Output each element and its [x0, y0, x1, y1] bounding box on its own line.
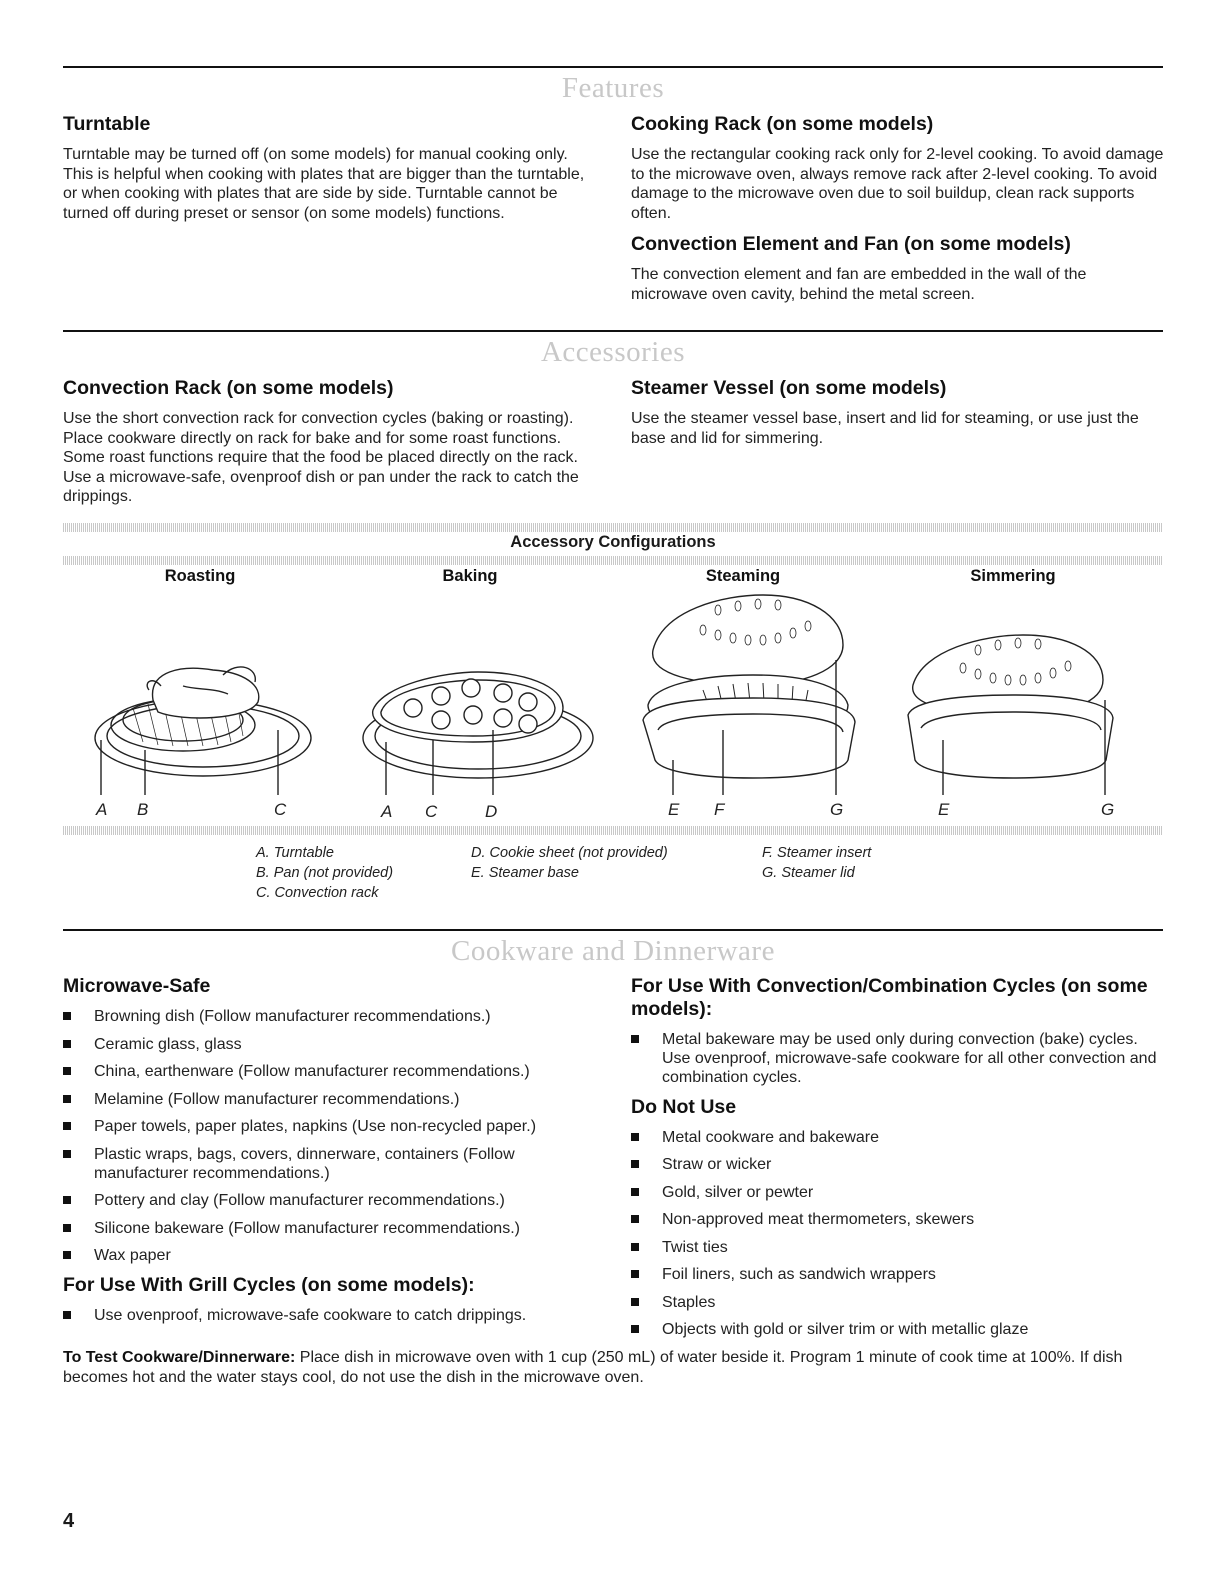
- list-item: Paper towels, paper plates, napkins (Use non-recycled paper.): [63, 1117, 593, 1136]
- grill-list: [63, 1306, 593, 1325]
- test-cookware-paragraph: [63, 1348, 1163, 1387]
- list-item: Pottery and clay (Follow manufacturer recommendations.): [63, 1191, 593, 1210]
- figure-letter-c: C: [274, 800, 287, 819]
- list-item: Foil liners, such as sandwich wrappers: [631, 1265, 1166, 1284]
- convection-rack-body: Use the short convection rack for convection cycles (baking or roasting). Place cookware directly on rack for bake and for some roast functions. Some roast functions require that the food be placed directly on the rack. Use a microwave-safe, ovenproof dish or pan under the rack to catch the drippings.: [63, 410, 579, 505]
- hatched-divider: [63, 556, 1163, 565]
- figure-letter-a: A: [96, 800, 108, 819]
- section-title-cookware: Cookware and Dinnerware: [451, 935, 775, 967]
- legend-item: E. Steamer base: [471, 865, 579, 881]
- figure-letter-f: F: [714, 800, 725, 819]
- figure-legend-col-3: [762, 843, 871, 883]
- convection-cycles-list: [631, 1030, 1166, 1087]
- section-rule: [63, 330, 1163, 332]
- hatched-divider: [63, 523, 1163, 532]
- list-item: Gold, silver or pewter: [631, 1183, 1166, 1202]
- page-number: 4: [63, 1510, 75, 1532]
- list-item: Silicone bakeware (Follow manufacturer recommendations.): [63, 1219, 593, 1238]
- simmering-illustration: [908, 635, 1113, 795]
- section-title-accessories: Accessories: [540, 336, 685, 368]
- figure-letter-b: B: [137, 800, 149, 819]
- figure-legend-col-1: [256, 843, 393, 903]
- legend-item: B. Pan (not provided): [256, 865, 394, 881]
- section-title-features: Features: [561, 72, 665, 104]
- legend-item: A. Turntable: [256, 845, 334, 861]
- microwave-safe-heading: Microwave-Safe: [63, 975, 211, 997]
- figure-letter-e: E: [938, 800, 950, 819]
- list-item: Wax paper: [63, 1246, 593, 1265]
- list-item: Metal cookware and bakeware: [631, 1128, 1166, 1147]
- convection-rack-heading: Convection Rack (on some models): [63, 377, 394, 399]
- section-rule: [63, 929, 1163, 931]
- section-rule: [63, 66, 1163, 68]
- figure-letter-c: C: [425, 802, 438, 821]
- list-item: Melamine (Follow manufacturer recommendations.): [63, 1090, 593, 1109]
- steamer-vessel-body: Use the steamer vessel base, insert and lid for steaming, or use just the base and lid for simmering.: [631, 410, 1139, 447]
- steamer-vessel-heading: Steamer Vessel (on some models): [631, 377, 947, 399]
- legend-item: F. Steamer insert: [762, 845, 872, 861]
- grill-heading: For Use With Grill Cycles (on some models):: [63, 1273, 475, 1296]
- steamer-vessel-section: [631, 377, 1166, 448]
- do-not-use-list: [631, 1128, 1166, 1340]
- list-item: Twist ties: [631, 1238, 1166, 1257]
- steaming-illustration: [643, 595, 855, 795]
- legend-item: D. Cookie sheet (not provided): [471, 845, 668, 861]
- configurations-title: Accessory Configurations: [510, 533, 716, 551]
- accessory-configurations-illustration: [63, 590, 1163, 805]
- convection-element-body: The convection element and fan are embedded in the wall of the microwave oven cavity, behind the metal screen.: [631, 266, 1087, 303]
- test-cookware-label: To Test Cookware/Dinnerware:: [63, 1349, 296, 1366]
- legend-item: C. Convection rack: [256, 885, 379, 901]
- figure-letter-a: A: [381, 802, 393, 821]
- list-item: Staples: [631, 1293, 1166, 1312]
- figure-letter-g: G: [830, 800, 844, 819]
- list-item: China, earthenware (Follow manufacturer recommendations.): [63, 1062, 593, 1081]
- list-item: Browning dish (Follow manufacturer recommendations.): [63, 1007, 593, 1026]
- figure-letter-e: E: [668, 800, 680, 819]
- list-item: Ceramic glass, glass: [63, 1035, 593, 1054]
- legend-item: G. Steamer lid: [762, 865, 855, 881]
- baking-illustration: [363, 672, 593, 795]
- cookware-right-column: [631, 975, 1166, 1348]
- figure-letter-d: D: [485, 802, 498, 821]
- roasting-illustration: [95, 667, 311, 795]
- turntable-section: [63, 113, 593, 223]
- config-label-roasting: Roasting: [164, 567, 236, 585]
- list-item: Non-approved meat thermometers, skewers: [631, 1210, 1166, 1229]
- do-not-use-heading: Do Not Use: [631, 1095, 737, 1118]
- turntable-body: Turntable may be turned off (on some models) for manual cooking only. This is helpful when cooking with plates that are bigger than the turntable, or when cooking with plates that are side by side. Turntable cannot be turned off during preset or sensor (on some models) functions.: [63, 146, 585, 222]
- hatched-divider: [63, 826, 1163, 835]
- test-cookware-body: Place dish in microwave oven with 1 cup (250 mL) of water beside it. Program 1 minute of cook time at 100%. If dish becomes hot and the water stays cool, do not use the dish in the microwave oven.: [63, 1349, 1123, 1386]
- list-item: Straw or wicker: [631, 1155, 1166, 1174]
- list-item: Plastic wraps, bags, covers, dinnerware, containers (Follow manufacturer recommendations.): [63, 1145, 593, 1183]
- config-label-steaming: Steaming: [705, 567, 781, 585]
- config-label-baking: Baking: [442, 567, 498, 585]
- convection-rack-section: [63, 377, 593, 507]
- figure-letter-g: G: [1101, 800, 1115, 819]
- cooking-rack-heading: Cooking Rack (on some models): [631, 113, 934, 135]
- cookware-left-column: [63, 975, 593, 1333]
- list-item: Use ovenproof, microwave-safe cookware to catch drippings.: [63, 1306, 593, 1325]
- convection-element-heading: Convection Element and Fan (on some models): [631, 233, 1071, 255]
- microwave-safe-list: [63, 1007, 593, 1265]
- cooking-rack-section: [631, 113, 1166, 304]
- figure-legend-col-2: [471, 843, 668, 883]
- list-item: Metal bakeware may be used only during convection (bake) cycles. Use ovenproof, microwave-safe cookware for all other convection and combination cycles.: [631, 1030, 1166, 1087]
- convection-cycles-heading: For Use With Convection/Combination Cycles (on some models):: [631, 975, 1148, 1020]
- turntable-heading: Turntable: [63, 113, 151, 135]
- list-item: Objects with gold or silver trim or with metallic glaze: [631, 1320, 1166, 1339]
- config-label-simmering: Simmering: [970, 567, 1056, 585]
- cooking-rack-body: Use the rectangular cooking rack only for 2-level cooking. To avoid damage to the microwave oven, always remove rack after 2-level cooking. To avoid damage to the microwave oven due to soil buildup, clean rack supports often.: [631, 146, 1164, 222]
